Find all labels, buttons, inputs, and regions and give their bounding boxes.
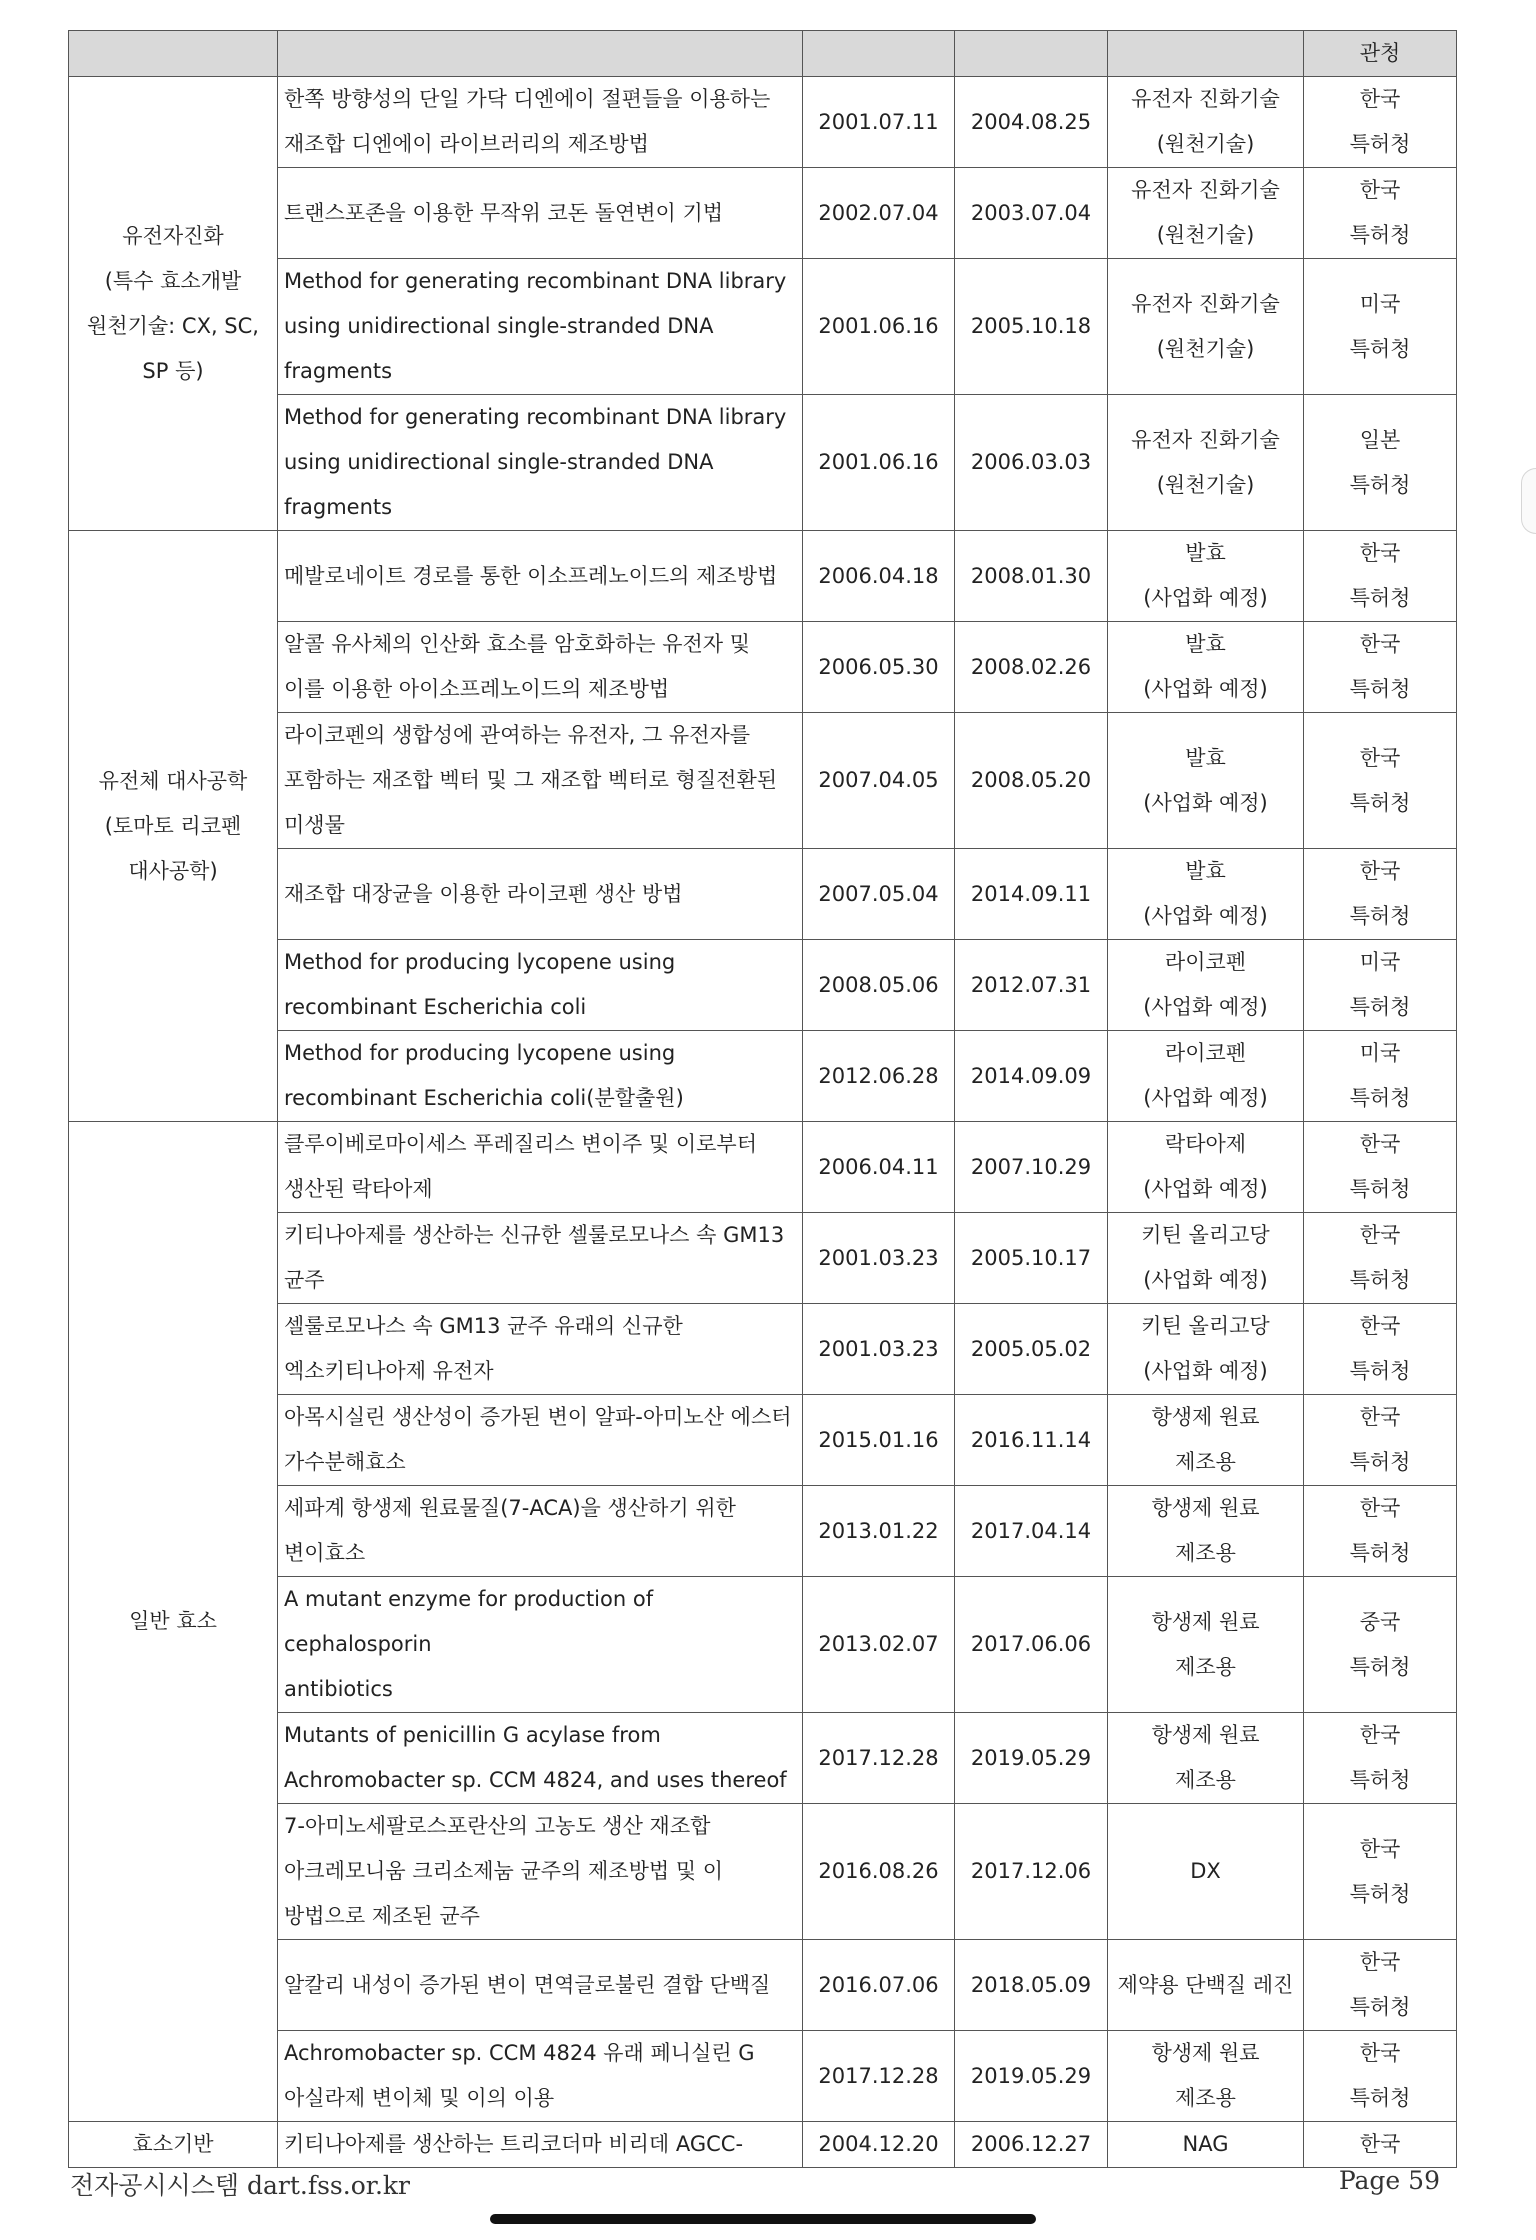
cell-category: 일반 효소 [69, 1122, 278, 2122]
cell-office: 미국 특허청 [1304, 940, 1457, 1031]
table-row [69, 1940, 1457, 2031]
cell-office: 한국 특허청 [1304, 622, 1457, 713]
cell-filed-date: 2013.01.22 [803, 1486, 955, 1577]
cell-title: Achromobacter sp. CCM 4824 유래 페니실린 G 아실라제 변이체 및 이의 이용 [278, 2031, 803, 2122]
table-row [69, 2122, 1457, 2168]
patent-table-body [69, 31, 1457, 2168]
cell-registration-date: 2014.09.09 [955, 1031, 1108, 1122]
cell-title: 클루이베로마이세스 푸레질리스 변이주 및 이로부터 생산된 락타아제 [278, 1122, 803, 1213]
cell-office: 한국 특허청 [1304, 1804, 1457, 1940]
cell-registration-date: 2018.05.09 [955, 1940, 1108, 2031]
cell-title: Mutants of penicillin G acylase from Achromobacter sp. CCM 4824, and uses thereof [278, 1713, 803, 1804]
header-cell-office: 관청 [1304, 31, 1457, 77]
cell-title: 키티나아제를 생산하는 신규한 셀룰로모나스 속 GM13 균주 [278, 1213, 803, 1304]
cell-technology: 락타아제 (사업화 예정) [1108, 1122, 1304, 1213]
cell-technology: 발효 (사업화 예정) [1108, 849, 1304, 940]
cell-office: 일본 특허청 [1304, 395, 1457, 531]
cell-technology: 키틴 올리고당 (사업화 예정) [1108, 1304, 1304, 1395]
cell-filed-date: 2013.02.07 [803, 1577, 955, 1713]
cell-registration-date: 2016.11.14 [955, 1395, 1108, 1486]
cell-office: 미국 특허청 [1304, 259, 1457, 395]
table-row [69, 77, 1457, 168]
cell-registration-date: 2005.10.18 [955, 259, 1108, 395]
cell-office: 한국 특허청 [1304, 77, 1457, 168]
table-row [69, 1804, 1457, 1940]
cell-registration-date: 2019.05.29 [955, 1713, 1108, 1804]
cell-filed-date: 2001.06.16 [803, 395, 955, 531]
cell-technology: 키틴 올리고당 (사업화 예정) [1108, 1213, 1304, 1304]
header-cell-category [69, 31, 278, 77]
cell-office: 한국 특허청 [1304, 1213, 1457, 1304]
cell-registration-date: 2003.07.04 [955, 168, 1108, 259]
cell-filed-date: 2016.08.26 [803, 1804, 955, 1940]
cell-title: 재조합 대장균을 이용한 라이코펜 생산 방법 [278, 849, 803, 940]
table-row [69, 1031, 1457, 1122]
cell-title: Method for generating recombinant DNA library using unidirectional single-stranded DNA fragments [278, 259, 803, 395]
table-row [69, 849, 1457, 940]
table-row [69, 531, 1457, 622]
cell-title: 아목시실린 생산성이 증가된 변이 알파-아미노산 에스터 가수분해효소 [278, 1395, 803, 1486]
cell-technology: 항생제 원료 제조용 [1108, 1395, 1304, 1486]
cell-registration-date: 2014.09.11 [955, 849, 1108, 940]
cell-registration-date: 2008.05.20 [955, 713, 1108, 849]
cell-title: Method for producing lycopene using recombinant Escherichia coli(분할출원) [278, 1031, 803, 1122]
cell-title: A mutant enzyme for production of cephalosporin antibiotics [278, 1577, 803, 1713]
table-row [69, 1577, 1457, 1713]
table-row [69, 1304, 1457, 1395]
cell-registration-date: 2006.12.27 [955, 2122, 1108, 2168]
table-header-row [69, 31, 1457, 77]
cell-technology: 라이코펜 (사업화 예정) [1108, 940, 1304, 1031]
cell-filed-date: 2017.12.28 [803, 1713, 955, 1804]
cell-title: 7-아미노세팔로스포란산의 고농도 생산 재조합 아크레모니움 크리소제눔 균주의 제조방법 및 이 방법으로 제조된 균주 [278, 1804, 803, 1940]
cell-filed-date: 2016.07.06 [803, 1940, 955, 2031]
cell-technology: 유전자 진화기술 (원천기술) [1108, 395, 1304, 531]
cell-title: Method for producing lycopene using recombinant Escherichia coli [278, 940, 803, 1031]
cell-technology: NAG [1108, 2122, 1304, 2168]
cell-office: 한국 특허청 [1304, 849, 1457, 940]
cell-category: 유전자진화 (특수 효소개발 원천기술: CX, SC, SP 등) [69, 77, 278, 531]
cell-office: 미국 특허청 [1304, 1031, 1457, 1122]
cell-category: 효소기반 [69, 2122, 278, 2168]
cell-technology: 유전자 진화기술 (원천기술) [1108, 77, 1304, 168]
cell-filed-date: 2017.12.28 [803, 2031, 955, 2122]
cell-filed-date: 2004.12.20 [803, 2122, 955, 2168]
cell-filed-date: 2012.06.28 [803, 1031, 955, 1122]
header-cell-tech [1108, 31, 1304, 77]
cell-filed-date: 2001.03.23 [803, 1213, 955, 1304]
page-number: Page 59 [1338, 2166, 1440, 2195]
cell-office: 한국 특허청 [1304, 2031, 1457, 2122]
cell-title: 알칼리 내성이 증가된 변이 면역글로불린 결합 단백질 [278, 1940, 803, 2031]
cell-registration-date: 2008.02.26 [955, 622, 1108, 713]
cell-technology: DX [1108, 1804, 1304, 1940]
cell-registration-date: 2017.12.06 [955, 1804, 1108, 1940]
cell-office: 한국 특허청 [1304, 531, 1457, 622]
cell-office: 한국 특허청 [1304, 1940, 1457, 2031]
cell-registration-date: 2006.03.03 [955, 395, 1108, 531]
cell-filed-date: 2002.07.04 [803, 168, 955, 259]
cell-technology: 항생제 원료 제조용 [1108, 2031, 1304, 2122]
header-cell-filed [803, 31, 955, 77]
cell-technology: 유전자 진화기술 (원천기술) [1108, 259, 1304, 395]
header-cell-registered [955, 31, 1108, 77]
cell-registration-date: 2004.08.25 [955, 77, 1108, 168]
table-row [69, 1713, 1457, 1804]
cell-filed-date: 2006.04.18 [803, 531, 955, 622]
table-row [69, 168, 1457, 259]
cell-registration-date: 2017.06.06 [955, 1577, 1108, 1713]
cell-technology: 유전자 진화기술 (원천기술) [1108, 168, 1304, 259]
table-row [69, 1486, 1457, 1577]
cell-technology: 발효 (사업화 예정) [1108, 622, 1304, 713]
table-row [69, 1395, 1457, 1486]
cell-office: 한국 특허청 [1304, 1395, 1457, 1486]
cell-filed-date: 2015.01.16 [803, 1395, 955, 1486]
cell-filed-date: 2007.05.04 [803, 849, 955, 940]
table-row [69, 713, 1457, 849]
cell-technology: 항생제 원료 제조용 [1108, 1577, 1304, 1713]
footer-source: 전자공시시스템 dart.fss.or.kr [70, 2171, 411, 2200]
table-row [69, 1122, 1457, 1213]
cell-filed-date: 2007.04.05 [803, 713, 955, 849]
cell-office: 한국 특허청 [1304, 713, 1457, 849]
cell-registration-date: 2008.01.30 [955, 531, 1108, 622]
header-cell-title [278, 31, 803, 77]
table-row [69, 259, 1457, 395]
cell-filed-date: 2001.03.23 [803, 1304, 955, 1395]
cell-filed-date: 2001.07.11 [803, 77, 955, 168]
cell-filed-date: 2006.04.11 [803, 1122, 955, 1213]
cell-office: 중국 특허청 [1304, 1577, 1457, 1713]
cell-registration-date: 2007.10.29 [955, 1122, 1108, 1213]
cell-category: 유전체 대사공학 (토마토 리코펜 대사공학) [69, 531, 278, 1122]
cell-office: 한국 특허청 [1304, 1304, 1457, 1395]
cell-office: 한국 특허청 [1304, 1713, 1457, 1804]
table-row [69, 622, 1457, 713]
cell-title: 세파계 항생제 원료물질(7-ACA)을 생산하기 위한 변이효소 [278, 1486, 803, 1577]
cell-title: 라이코펜의 생합성에 관여하는 유전자, 그 유전자를 포함하는 재조합 벡터 및 그 재조합 벡터로 형질전환된 미생물 [278, 713, 803, 849]
cell-title: 메발로네이트 경로를 통한 이소프레노이드의 제조방법 [278, 531, 803, 622]
cell-title: 트랜스포존을 이용한 무작위 코돈 돌연변이 기법 [278, 168, 803, 259]
cell-title: 한쪽 방향성의 단일 가닥 디엔에이 절편들을 이용하는 재조합 디엔에이 라이브러리의 제조방법 [278, 77, 803, 168]
home-indicator[interactable] [490, 2214, 1036, 2224]
cell-title: Method for generating recombinant DNA library using unidirectional single-stranded DNA fragments [278, 395, 803, 531]
cell-filed-date: 2001.06.16 [803, 259, 955, 395]
cell-registration-date: 2005.10.17 [955, 1213, 1108, 1304]
cell-filed-date: 2008.05.06 [803, 940, 955, 1031]
patent-table [68, 30, 1457, 2168]
cell-title: 키티나아제를 생산하는 트리코더마 비리데 AGCC- [278, 2122, 803, 2168]
table-row [69, 940, 1457, 1031]
cell-title: 셀룰로모나스 속 GM13 균주 유래의 신규한 엑소키티나아제 유전자 [278, 1304, 803, 1395]
table-row [69, 1213, 1457, 1304]
table-row [69, 395, 1457, 531]
cell-registration-date: 2019.05.29 [955, 2031, 1108, 2122]
cell-office: 한국 특허청 [1304, 1486, 1457, 1577]
cell-technology: 발효 (사업화 예정) [1108, 531, 1304, 622]
cell-title: 알콜 유사체의 인산화 효소를 암호화하는 유전자 및 이를 이용한 아이소프레노이드의 제조방법 [278, 622, 803, 713]
scroll-handle[interactable] [1521, 468, 1536, 534]
cell-office: 한국 [1304, 2122, 1457, 2168]
cell-registration-date: 2005.05.02 [955, 1304, 1108, 1395]
cell-technology: 제약용 단백질 레진 [1108, 1940, 1304, 2031]
cell-filed-date: 2006.05.30 [803, 622, 955, 713]
table-row [69, 2031, 1457, 2122]
cell-technology: 항생제 원료 제조용 [1108, 1713, 1304, 1804]
cell-technology: 발효 (사업화 예정) [1108, 713, 1304, 849]
cell-technology: 라이코펜 (사업화 예정) [1108, 1031, 1304, 1122]
cell-registration-date: 2017.04.14 [955, 1486, 1108, 1577]
cell-office: 한국 특허청 [1304, 1122, 1457, 1213]
cell-technology: 항생제 원료 제조용 [1108, 1486, 1304, 1577]
cell-office: 한국 특허청 [1304, 168, 1457, 259]
cell-registration-date: 2012.07.31 [955, 940, 1108, 1031]
